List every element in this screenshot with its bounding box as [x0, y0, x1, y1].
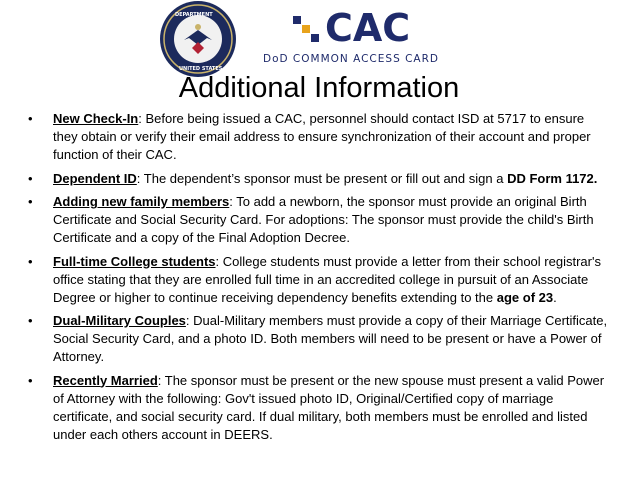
item-term: Full-time College students — [53, 253, 216, 269]
cac-logo-text: CAC — [325, 6, 411, 50]
list-item — [28, 170, 608, 188]
bullet: • — [28, 313, 33, 328]
item-term: Recently Married — [53, 372, 158, 388]
list-item — [28, 193, 608, 247]
item-bold: age of 23 — [496, 289, 554, 305]
list-item — [28, 253, 608, 307]
item-term: Dependent ID — [53, 170, 137, 186]
item-term: Adding new family members — [53, 194, 230, 209]
dod-seal-logo — [159, 0, 237, 78]
item-text-after: . — [553, 289, 557, 305]
info-list — [28, 110, 608, 449]
svg-text:DEPARTMENT: DEPARTMENT — [175, 12, 213, 18]
list-item — [28, 312, 608, 366]
bullet: • — [28, 194, 33, 209]
item-bold: DD Form 1172. — [507, 170, 598, 186]
svg-text:UNITED STATES: UNITED STATES — [179, 66, 223, 72]
bullet: • — [28, 372, 33, 388]
item-text: : Dual-Military members must provide a copy of their Marriage Certificate, Social Security Card, and a photo ID. Both members will need to be present or have a Power of Attorney. — [53, 313, 608, 364]
cac-logo-subtitle: DoD COMMON ACCESS CARD — [263, 53, 439, 65]
page-title: Additional Information — [178, 72, 460, 104]
list-item — [28, 372, 608, 444]
item-text: : Before being issued a CAC, personnel should contact ISD at 5717 to ensure they obtain or verify their email address to ensure synchronization of their account and proper function of their CAC. — [53, 111, 591, 162]
cac-squares-icon — [293, 16, 321, 46]
item-text: : The sponsor must be present or the new spouse must present a valid Power of Attorney with the following: Gov't issued photo ID, Original/Certified copy of marriage certificate, and social security card. If dual military, both members must be enrolled and listed under each others account in DEERS. — [53, 372, 605, 442]
item-text: : The dependent’s sponsor must be present or fill out and sign a — [136, 170, 508, 186]
bullet: • — [28, 170, 33, 186]
bullet: • — [28, 253, 33, 269]
cac-logo — [263, 6, 453, 72]
item-term: Dual-Military Couples — [53, 313, 186, 328]
item-term: New Check-In — [53, 111, 139, 126]
bullet: • — [28, 111, 33, 126]
item-text: : College students must provide a letter from their school registrar's office stating that they are enrolled full time in an accredited college in pursuit of an Associate Degree or higher to continue receiving dependency benefits extending to the — [53, 253, 601, 305]
item-text: : To add a newborn, the sponsor must provide an original Birth Certificate and Social Security Card. For adoptions: The sponsor must provide the child's Birth Certificate and a copy of the Final Adoption Decree. — [53, 194, 594, 245]
list-item — [28, 110, 608, 164]
